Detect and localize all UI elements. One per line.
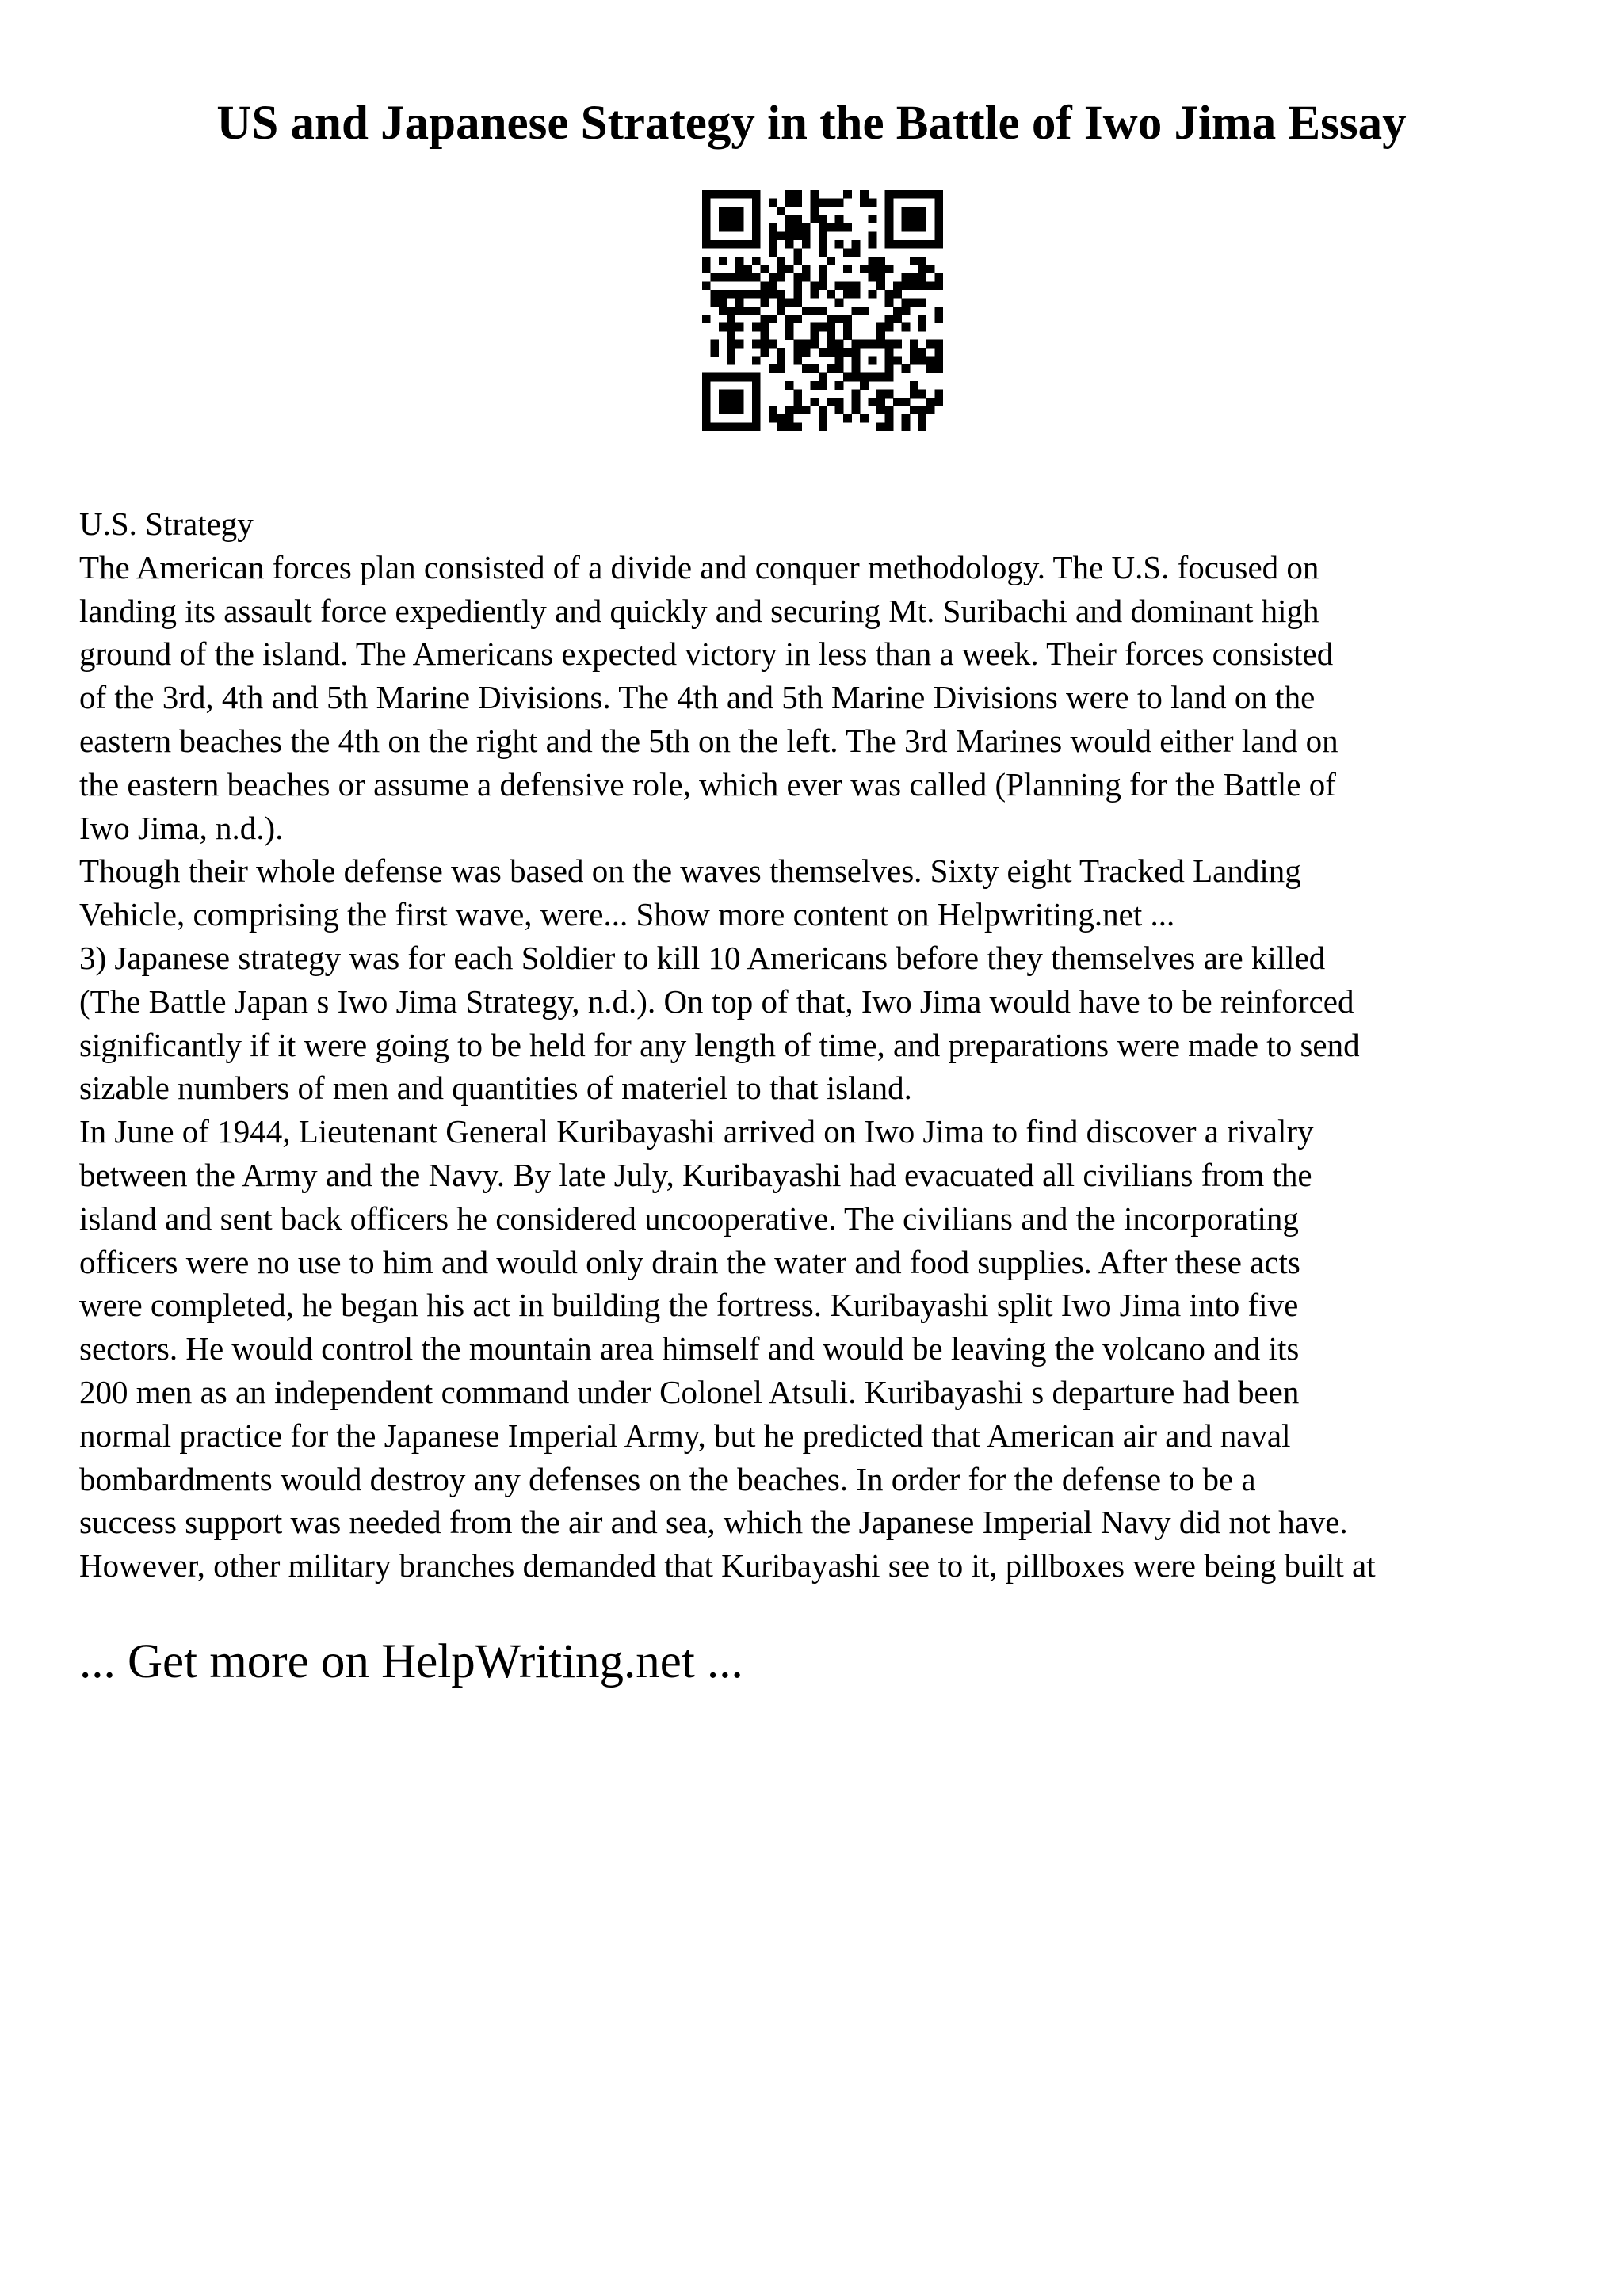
text-line: were completed, he began his act in building the fortress. Kuribayashi split Iwo Jima into five (79, 1287, 1299, 1324)
text-line: officers were no use to him and would only drain the water and food supplies. After these acts (79, 1243, 1300, 1280)
text-line: The American forces plan consisted of a divide and conquer methodology. The U.S. focused on (79, 548, 1319, 585)
text-line: significantly if it were going to be held for any length of time, and preparations were made to send (79, 1026, 1360, 1063)
text-line: of the 3rd, 4th and 5th Marine Divisions. The 4th and 5th Marine Divisions were to land on the (79, 679, 1316, 716)
text-line: normal practice for the Japanese Imperial Army, but he predicted that American air and naval (79, 1417, 1291, 1454)
text-line: landing its assault force expediently and quickly and securing Mt. Suribachi and dominant high (79, 592, 1319, 629)
text-line: the eastern beaches or assume a defensive role, which ever was called (Planning for the Battle of (79, 765, 1336, 803)
text-line: Though their whole defense was based on the waves themselves. Sixty eight Tracked Landing (79, 852, 1301, 890)
text-line: success support was needed from the air and sea, which the Japanese Imperial Navy did not have. (79, 1504, 1348, 1541)
text-line: ground of the island. The Americans expected victory in less than a week. Their forces consisted (79, 635, 1334, 673)
text-line: However, other military branches demanded that Kuribayashi see to it, pillboxes were being built at (79, 1547, 1376, 1585)
text-line: 200 men as an independent command under Colonel Atsuli. Kuribayashi s departure had been (79, 1373, 1300, 1410)
essay-body (79, 502, 1569, 1588)
text-line: (The Battle Japan s Iwo Jima Strategy, n.d.). On top of that, Iwo Jima would have to be reinforced (79, 982, 1354, 1020)
text-line: island and sent back officers he considered uncooperative. The civilians and the incorporating (79, 1199, 1299, 1237)
paragraph (79, 936, 1569, 1110)
paragraph (79, 849, 1569, 936)
paragraph (79, 546, 1569, 850)
text-line: sizable numbers of men and quantities of materiel to that island. (79, 1070, 912, 1107)
qr-code-icon (702, 190, 943, 431)
get-more-link[interactable]: ... Get more on HelpWriting.net ... (79, 1635, 743, 1688)
text-line: Vehicle, comprising the first wave, were... Show more content on Helpwriting.net ... (79, 896, 1175, 933)
document-title: US and Japanese Strategy in the Battle of Iwo Jima Essay (216, 97, 1407, 150)
paragraph (79, 1110, 1569, 1588)
text-line: sectors. He would control the mountain area himself and would be leaving the volcano and its (79, 1330, 1300, 1367)
text-line: 3) Japanese strategy was for each Soldier to kill 10 Americans before they themselves are killed (79, 939, 1326, 976)
text-line: between the Army and the Navy. By late July, Kuribayashi had evacuated all civilians from the (79, 1156, 1312, 1193)
text-line: bombardments would destroy any defenses on the beaches. In order for the defense to be a (79, 1460, 1256, 1497)
section-heading: U.S. Strategy (79, 505, 254, 542)
text-line: Iwo Jima, n.d.). (79, 809, 284, 846)
text-line: In June of 1944, Lieutenant General Kuribayashi arrived on Iwo Jima to find discover a rivalry (79, 1113, 1314, 1150)
text-line: eastern beaches the 4th on the right and the 5th on the left. The 3rd Marines would either land on (79, 722, 1338, 759)
